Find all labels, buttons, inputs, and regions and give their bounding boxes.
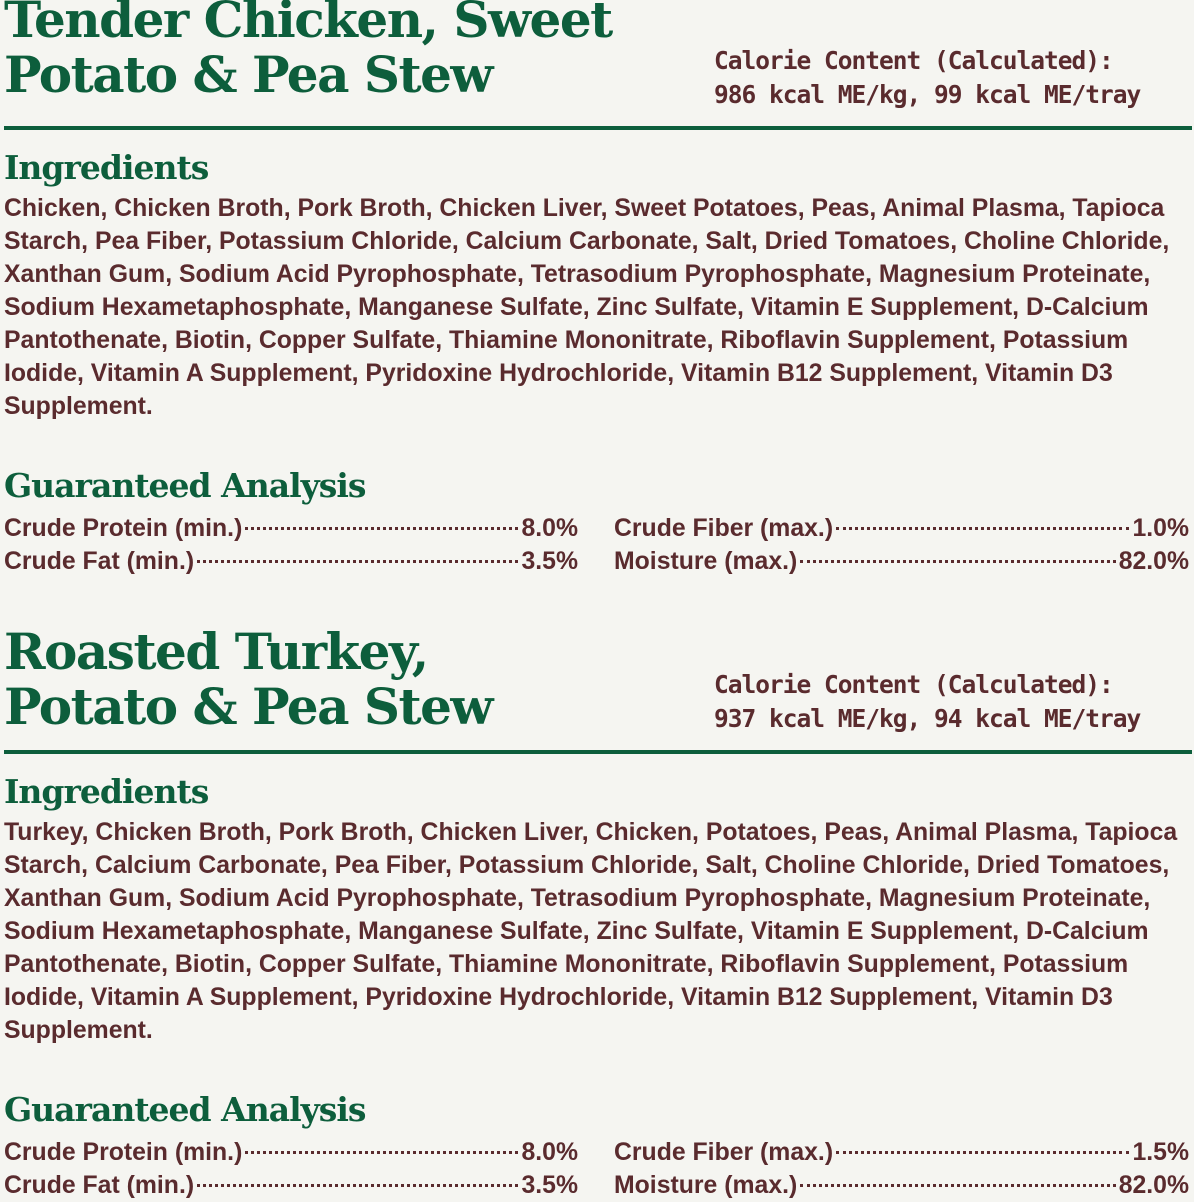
- calorie-value: 986 kcal ME/kg, 99 kcal ME/tray: [714, 80, 1141, 109]
- analysis-value: 8.0%: [521, 1139, 578, 1166]
- ingredients-heading: Ingredients: [4, 148, 209, 187]
- product-title: [4, 624, 704, 734]
- dot-leader: [197, 560, 518, 563]
- product-title-line2: Potato & Pea Stew: [4, 45, 492, 104]
- analysis-row-moisture: [614, 1169, 1189, 1202]
- analysis-label: Moisture (max.): [614, 1172, 798, 1199]
- product-title: [4, 0, 704, 102]
- calorie-content: [714, 668, 1140, 736]
- calorie-label: Calorie Content (Calculated):: [714, 46, 1113, 75]
- product-title-line2: Potato & Pea Stew: [4, 677, 492, 736]
- ingredients-list: Turkey, Chicken Broth, Pork Broth, Chicken Liver, Chicken, Potatoes, Peas, Animal Plasma, Tapioca Starch, Calcium Carbonate, Pea Fiber, Potassium Chloride, Salt, Choline Chloride, Dried Tomatoes, Xanthan Gum, Sodium Acid Pyrophosphate, Tetrasodium Pyrophosphate, Magnesium Proteinate, Sodium Hexametaphosphate, Manganese Sulfate, Zinc Sulfate, Vitamin E Supplement, D-Calcium Pantothenate, Biotin, Copper Sulfate, Thiamine Mononitrate, Riboflavin Supplement, Potassium Iodide, Vitamin A Supplement, Pyridoxine Hydrochloride, Vitamin B12 Supplement, Vitamin D3 Supplement.: [4, 819, 1178, 1044]
- calorie-value: 937 kcal ME/kg, 94 kcal ME/tray: [714, 704, 1141, 733]
- analysis-label: Crude Protein (min.): [4, 1139, 243, 1166]
- analysis-label: Crude Fat (min.): [4, 1172, 195, 1199]
- analysis-label: Crude Fiber (max.): [614, 515, 834, 542]
- analysis-value: 8.0%: [521, 515, 578, 542]
- divider: [4, 750, 1192, 754]
- guaranteed-analysis-heading: Guaranteed Analysis: [4, 1090, 366, 1129]
- analysis-value: 82.0%: [1118, 1172, 1189, 1199]
- ingredients-heading: Ingredients: [4, 772, 209, 811]
- dot-leader: [245, 1151, 518, 1154]
- analysis-row-moisture: [614, 545, 1189, 578]
- product-title-line1: Roasted Turkey,: [4, 622, 428, 681]
- analysis-label: Moisture (max.): [614, 548, 798, 575]
- calorie-label: Calorie Content (Calculated):: [714, 670, 1113, 699]
- calorie-content: [714, 44, 1140, 112]
- analysis-row-protein: [4, 1136, 578, 1169]
- analysis-value: 1.5%: [1132, 1139, 1189, 1166]
- dot-leader: [245, 527, 518, 530]
- analysis-label: Crude Fat (min.): [4, 548, 195, 575]
- analysis-row-fiber: [614, 1136, 1189, 1169]
- dot-leader: [800, 1184, 1115, 1187]
- analysis-row-fiber: [614, 512, 1189, 545]
- analysis-label: Crude Fiber (max.): [614, 1139, 834, 1166]
- ingredients-list: Chicken, Chicken Broth, Pork Broth, Chicken Liver, Sweet Potatoes, Peas, Animal Plasma, Tapioca Starch, Pea Fiber, Potassium Chloride, Calcium Carbonate, Salt, Dried Tomatoes, Choline Chloride, Xanthan Gum, Sodium Acid Pyrophosphate, Tetrasodium Pyrophosphate, Magnesium Proteinate, Sodium Hexametaphosphate, Manganese Sulfate, Zinc Sulfate, Vitamin E Supplement, D-Calcium Pantothenate, Biotin, Copper Sulfate, Thiamine Mononitrate, Riboflavin Supplement, Potassium Iodide, Vitamin A Supplement, Pyridoxine Hydrochloride, Vitamin B12 Supplement, Vitamin D3 Supplement.: [4, 195, 1170, 420]
- analysis-row-fat: [4, 1169, 578, 1202]
- guaranteed-analysis-heading: Guaranteed Analysis: [4, 466, 366, 505]
- analysis-value: 3.5%: [521, 1172, 578, 1199]
- analysis-row-fat: [4, 545, 578, 578]
- analysis-value: 82.0%: [1118, 548, 1189, 575]
- analysis-value: 3.5%: [521, 548, 578, 575]
- divider: [4, 126, 1192, 130]
- dot-leader: [800, 560, 1115, 563]
- dot-leader: [836, 1151, 1129, 1154]
- dot-leader: [836, 527, 1129, 530]
- analysis-value: 1.0%: [1132, 515, 1189, 542]
- analysis-label: Crude Protein (min.): [4, 515, 243, 542]
- dot-leader: [197, 1184, 518, 1187]
- product-title-line1: Tender Chicken, Sweet: [4, 0, 612, 49]
- analysis-row-protein: [4, 512, 578, 545]
